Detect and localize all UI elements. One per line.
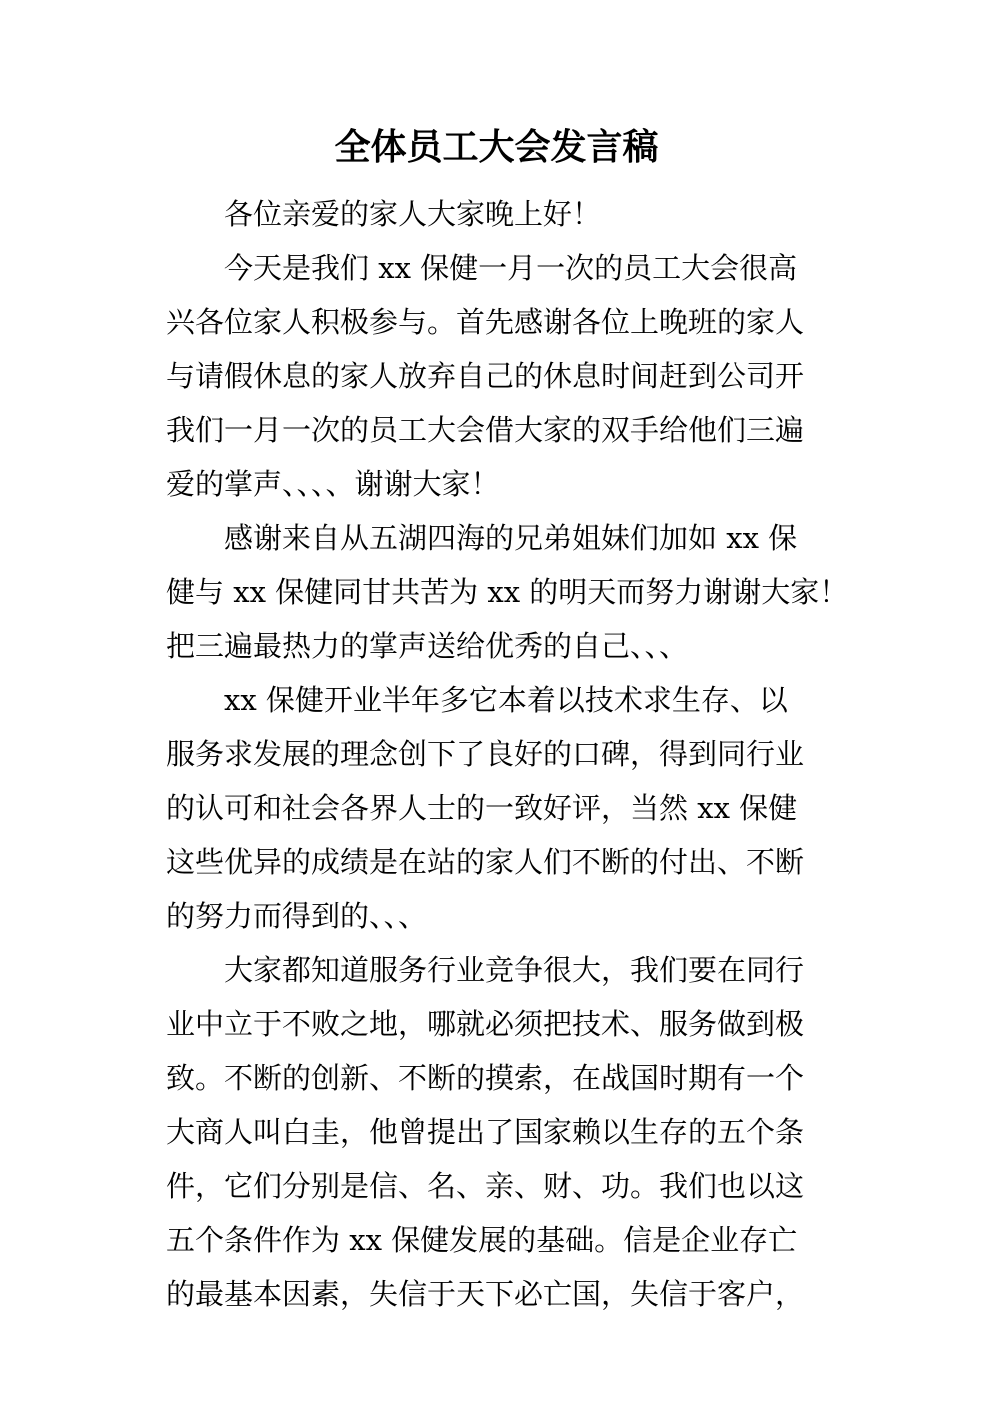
paragraph-line: 健与 xx 保健同甘共苦为 xx 的明天而努力谢谢大家！ xyxy=(166,575,849,609)
paragraph-line: 感谢来自从五湖四海的兄弟姐妹们加如 xx 保 xyxy=(224,521,798,555)
paragraph-line: 与请假休息的家人放弃自己的休息时间赶到公司开 xyxy=(166,359,805,393)
paragraph-line: 的努力而得到的、、、 xyxy=(166,899,428,933)
document-title: 全体员工大会发言稿 xyxy=(334,127,659,168)
paragraph-line: 服务求发展的理念创下了良好的口碑，得到同行业 xyxy=(166,737,805,771)
paragraph-line: xx 保健开业半年多它本着以技术求生存、以 xyxy=(224,683,788,717)
paragraph-line: 我们一月一次的员工大会借大家的双手给他们三遍 xyxy=(166,413,805,447)
paragraph-line: 的认可和社会各界人士的一致好评，当然 xx 保健 xyxy=(166,791,798,825)
paragraph-line: 兴各位家人积极参与。首先感谢各位上晚班的家人 xyxy=(166,305,805,339)
paragraph-line: 大商人叫白圭，他曾提出了国家赖以生存的五个条 xyxy=(166,1115,805,1149)
paragraph-line: 这些优异的成绩是在站的家人们不断的付出、不断 xyxy=(166,845,805,879)
paragraph-line: 大家都知道服务行业竞争很大，我们要在同行 xyxy=(224,953,805,987)
paragraph-line: 爱的掌声、、、、谢谢大家！ xyxy=(166,467,500,501)
paragraph-line: 业中立于不败之地，哪就必须把技术、服务做到极 xyxy=(166,1007,805,1041)
paragraph-line: 致。不断的创新、不断的摸索，在战国时期有一个 xyxy=(166,1061,805,1095)
paragraph-line: 今天是我们 xx 保健一月一次的员工大会很高 xyxy=(224,251,798,285)
paragraph-line: 的最基本因素，失信于天下必亡国，失信于客户， xyxy=(166,1277,805,1311)
paragraph-line: 各位亲爱的家人大家晚上好！ xyxy=(224,197,602,231)
paragraph-line: 把三遍最热力的掌声送给优秀的自己、、、 xyxy=(166,629,689,663)
paragraph-line: 五个条件作为 xx 保健发展的基础。信是企业存亡 xyxy=(166,1223,798,1257)
paragraph-line: 件，它们分别是信、名、亲、财、功。我们也以这 xyxy=(166,1169,805,1203)
